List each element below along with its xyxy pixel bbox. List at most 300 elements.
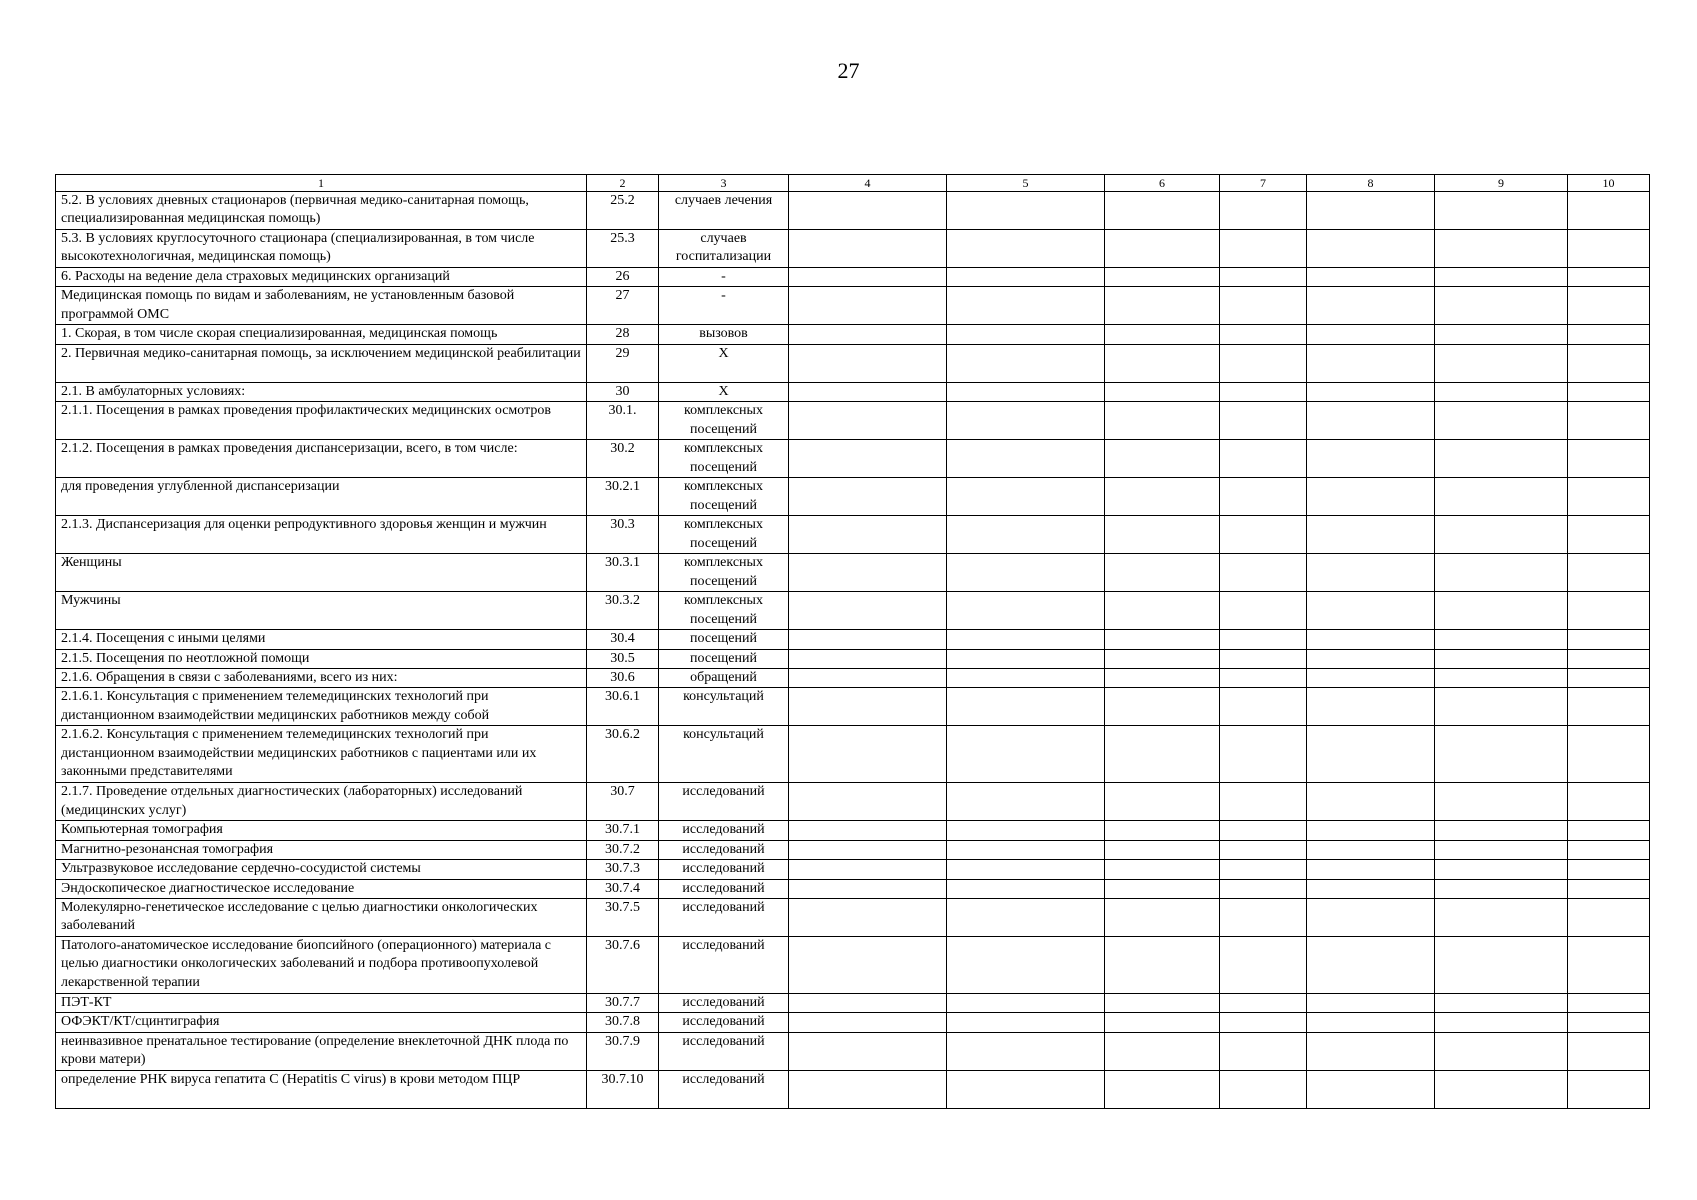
table-row (56, 821, 1650, 840)
empty-value-cell (1307, 478, 1435, 516)
empty-value-cell (1435, 726, 1568, 783)
empty-value-cell (947, 994, 1105, 1013)
empty-value-cell (789, 325, 947, 344)
empty-value-cell (1220, 516, 1307, 554)
table-row (56, 860, 1650, 879)
empty-value-cell (1435, 592, 1568, 630)
row-code-cell: 30.7.8 (587, 1013, 659, 1032)
empty-value-cell (947, 783, 1105, 821)
header-row (56, 175, 1650, 192)
empty-value-cell (1307, 1032, 1435, 1070)
empty-value-cell (1105, 478, 1220, 516)
empty-value-cell (789, 840, 947, 859)
table-row (56, 726, 1650, 783)
row-unit-cell: - (659, 287, 789, 325)
row-unit-cell: исследований (659, 821, 789, 840)
empty-value-cell (1568, 649, 1650, 668)
empty-value-cell (947, 402, 1105, 440)
table-row (56, 402, 1650, 440)
empty-value-cell (1105, 287, 1220, 325)
row-unit-cell: исследований (659, 840, 789, 859)
column-header: 8 (1307, 175, 1435, 192)
empty-value-cell (1435, 268, 1568, 287)
row-name-cell: неинвазивное пренатальное тестирование (определение внеклеточной ДНК плода по крови матери) (56, 1032, 587, 1070)
empty-value-cell (789, 994, 947, 1013)
empty-value-cell (1435, 554, 1568, 592)
empty-value-cell (1220, 230, 1307, 268)
table-row (56, 649, 1650, 668)
empty-value-cell (1435, 192, 1568, 230)
empty-value-cell (1435, 937, 1568, 994)
empty-value-cell (1568, 402, 1650, 440)
empty-value-cell (947, 649, 1105, 668)
empty-value-cell (1307, 344, 1435, 382)
empty-value-cell (947, 268, 1105, 287)
empty-value-cell (1435, 344, 1568, 382)
empty-value-cell (947, 516, 1105, 554)
table-row (56, 440, 1650, 478)
column-header: 3 (659, 175, 789, 192)
empty-value-cell (1307, 268, 1435, 287)
row-code-cell: 30 (587, 382, 659, 401)
empty-value-cell (1568, 688, 1650, 726)
empty-value-cell (1220, 649, 1307, 668)
empty-value-cell (1307, 1013, 1435, 1032)
column-header: 2 (587, 175, 659, 192)
empty-value-cell (1307, 688, 1435, 726)
row-name-cell: Эндоскопическое диагностическое исследование (56, 879, 587, 898)
empty-value-cell (1105, 899, 1220, 937)
empty-value-cell (947, 1070, 1105, 1108)
empty-value-cell (789, 860, 947, 879)
empty-value-cell (1568, 994, 1650, 1013)
row-code-cell: 28 (587, 325, 659, 344)
row-code-cell: 30.3.2 (587, 592, 659, 630)
row-name-cell: 2. Первичная медико-санитарная помощь, за исключением медицинской реабилитации (56, 344, 587, 382)
empty-value-cell (789, 478, 947, 516)
empty-value-cell (1568, 268, 1650, 287)
table-row (56, 783, 1650, 821)
empty-value-cell (1220, 382, 1307, 401)
empty-value-cell (1435, 879, 1568, 898)
empty-value-cell (1105, 268, 1220, 287)
row-unit-cell: исследований (659, 937, 789, 994)
row-code-cell: 26 (587, 268, 659, 287)
empty-value-cell (1568, 325, 1650, 344)
row-name-cell: Ультразвуковое исследование сердечно-сосудистой системы (56, 860, 587, 879)
empty-value-cell (1105, 382, 1220, 401)
empty-value-cell (1105, 440, 1220, 478)
empty-value-cell (1568, 1013, 1650, 1032)
empty-value-cell (1220, 669, 1307, 688)
row-code-cell: 30.1. (587, 402, 659, 440)
empty-value-cell (1105, 1032, 1220, 1070)
empty-value-cell (789, 192, 947, 230)
empty-value-cell (1105, 821, 1220, 840)
row-name-cell: 2.1.3. Диспансеризация для оценки репродуктивного здоровья женщин и мужчин (56, 516, 587, 554)
row-code-cell: 30.7.1 (587, 821, 659, 840)
empty-value-cell (1435, 821, 1568, 840)
row-unit-cell: X (659, 344, 789, 382)
empty-value-cell (1568, 630, 1650, 649)
row-unit-cell: исследований (659, 1070, 789, 1108)
empty-value-cell (1307, 230, 1435, 268)
empty-value-cell (1435, 899, 1568, 937)
empty-value-cell (789, 649, 947, 668)
empty-value-cell (1220, 783, 1307, 821)
empty-value-cell (1307, 516, 1435, 554)
row-code-cell: 30.2.1 (587, 478, 659, 516)
empty-value-cell (1220, 1032, 1307, 1070)
column-header: 6 (1105, 175, 1220, 192)
table-row (56, 899, 1650, 937)
row-code-cell: 30.7.7 (587, 994, 659, 1013)
table-row (56, 840, 1650, 859)
empty-value-cell (789, 783, 947, 821)
empty-value-cell (789, 554, 947, 592)
empty-value-cell (1220, 879, 1307, 898)
empty-value-cell (1435, 994, 1568, 1013)
empty-value-cell (1568, 554, 1650, 592)
empty-value-cell (1435, 325, 1568, 344)
row-name-cell: 2.1.2. Посещения в рамках проведения диспансеризации, всего, в том числе: (56, 440, 587, 478)
column-header: 4 (789, 175, 947, 192)
empty-value-cell (1435, 860, 1568, 879)
empty-value-cell (1307, 726, 1435, 783)
empty-value-cell (1105, 688, 1220, 726)
empty-value-cell (1220, 726, 1307, 783)
empty-value-cell (1568, 937, 1650, 994)
empty-value-cell (789, 669, 947, 688)
empty-value-cell (1307, 1070, 1435, 1108)
row-unit-cell: комплексных посещений (659, 592, 789, 630)
row-name-cell: определение РНК вируса гепатита С (Hepatitis C virus) в крови методом ПЦР (56, 1070, 587, 1108)
row-unit-cell: комплексных посещений (659, 440, 789, 478)
empty-value-cell (1307, 325, 1435, 344)
row-code-cell: 29 (587, 344, 659, 382)
empty-value-cell (789, 402, 947, 440)
empty-value-cell (947, 937, 1105, 994)
table-row (56, 592, 1650, 630)
row-unit-cell: вызовов (659, 325, 789, 344)
empty-value-cell (947, 230, 1105, 268)
row-code-cell: 30.7.9 (587, 1032, 659, 1070)
data-table (55, 174, 1650, 1109)
empty-value-cell (947, 287, 1105, 325)
row-unit-cell: комплексных посещений (659, 478, 789, 516)
empty-value-cell (947, 382, 1105, 401)
empty-value-cell (1105, 554, 1220, 592)
empty-value-cell (789, 726, 947, 783)
empty-value-cell (789, 344, 947, 382)
row-code-cell: 30.6.2 (587, 726, 659, 783)
empty-value-cell (1105, 344, 1220, 382)
empty-value-cell (1307, 860, 1435, 879)
empty-value-cell (1435, 669, 1568, 688)
row-unit-cell: исследований (659, 994, 789, 1013)
table-row (56, 325, 1650, 344)
empty-value-cell (947, 879, 1105, 898)
row-unit-cell: комплексных посещений (659, 554, 789, 592)
row-code-cell: 30.7.10 (587, 1070, 659, 1108)
empty-value-cell (1568, 287, 1650, 325)
empty-value-cell (1220, 592, 1307, 630)
empty-value-cell (789, 937, 947, 994)
table-row (56, 344, 1650, 382)
empty-value-cell (789, 382, 947, 401)
empty-value-cell (1435, 440, 1568, 478)
row-name-cell: 2.1.6.1. Консультация с применением телемедицинских технологий при дистанционном взаимодействии медицинских работников между собой (56, 688, 587, 726)
empty-value-cell (1307, 649, 1435, 668)
empty-value-cell (1105, 1070, 1220, 1108)
row-name-cell: 5.2. В условиях дневных стационаров (первичная медико-санитарная помощь, специализированная медицинская помощь) (56, 192, 587, 230)
empty-value-cell (789, 516, 947, 554)
empty-value-cell (1568, 821, 1650, 840)
table-body (56, 192, 1650, 1109)
table-row (56, 688, 1650, 726)
row-code-cell: 30.2 (587, 440, 659, 478)
empty-value-cell (947, 688, 1105, 726)
empty-value-cell (1220, 630, 1307, 649)
row-unit-cell: обращений (659, 669, 789, 688)
empty-value-cell (1307, 669, 1435, 688)
row-unit-cell: комплексных посещений (659, 402, 789, 440)
empty-value-cell (1568, 1032, 1650, 1070)
table-row (56, 382, 1650, 401)
row-name-cell: 2.1.6.2. Консультация с применением телемедицинских технологий при дистанционном взаимодействии медицинских работников с пациентами или их законными представителями (56, 726, 587, 783)
page-number: 27 (837, 58, 860, 83)
empty-value-cell (1220, 325, 1307, 344)
empty-value-cell (789, 688, 947, 726)
column-header: 10 (1568, 175, 1650, 192)
empty-value-cell (789, 268, 947, 287)
empty-value-cell (1105, 1013, 1220, 1032)
row-unit-cell: исследований (659, 860, 789, 879)
empty-value-cell (1220, 554, 1307, 592)
empty-value-cell (947, 1032, 1105, 1070)
empty-value-cell (1220, 1070, 1307, 1108)
empty-value-cell (1105, 630, 1220, 649)
empty-value-cell (947, 1013, 1105, 1032)
empty-value-cell (1568, 440, 1650, 478)
empty-value-cell (1568, 592, 1650, 630)
row-code-cell: 30.4 (587, 630, 659, 649)
empty-value-cell (789, 1013, 947, 1032)
empty-value-cell (1435, 1032, 1568, 1070)
empty-value-cell (1220, 192, 1307, 230)
column-header: 1 (56, 175, 587, 192)
table-row (56, 1013, 1650, 1032)
row-code-cell: 30.7.4 (587, 879, 659, 898)
empty-value-cell (1220, 937, 1307, 994)
empty-value-cell (1105, 192, 1220, 230)
empty-value-cell (1568, 382, 1650, 401)
empty-value-cell (947, 192, 1105, 230)
empty-value-cell (947, 325, 1105, 344)
row-name-cell: 2.1.4. Посещения с иными целями (56, 630, 587, 649)
empty-value-cell (1435, 649, 1568, 668)
empty-value-cell (789, 821, 947, 840)
row-name-cell: Медицинская помощь по видам и заболеваниям, не установленным базовой программой ОМС (56, 287, 587, 325)
empty-value-cell (1307, 592, 1435, 630)
empty-value-cell (947, 860, 1105, 879)
empty-value-cell (1435, 478, 1568, 516)
empty-value-cell (789, 899, 947, 937)
row-name-cell: 2.1.1. Посещения в рамках проведения профилактических медицинских осмотров (56, 402, 587, 440)
empty-value-cell (1307, 630, 1435, 649)
column-header: 7 (1220, 175, 1307, 192)
table-row (56, 230, 1650, 268)
empty-value-cell (1435, 382, 1568, 401)
empty-value-cell (1220, 688, 1307, 726)
table-row (56, 1070, 1650, 1108)
empty-value-cell (1105, 325, 1220, 344)
row-name-cell: 2.1.5. Посещения по неотложной помощи (56, 649, 587, 668)
table-row (56, 192, 1650, 230)
table-row (56, 1032, 1650, 1070)
row-code-cell: 30.7.2 (587, 840, 659, 859)
empty-value-cell (1220, 899, 1307, 937)
empty-value-cell (1568, 899, 1650, 937)
empty-value-cell (1307, 783, 1435, 821)
empty-value-cell (1105, 402, 1220, 440)
row-unit-cell: случаев госпитализации (659, 230, 789, 268)
empty-value-cell (1220, 402, 1307, 440)
empty-value-cell (1435, 630, 1568, 649)
row-name-cell: Патолого-анатомическое исследование биопсийного (операционного) материала с целью диагностики онкологических заболеваний и подбора противоопухолевой лекарственной терапии (56, 937, 587, 994)
empty-value-cell (1307, 287, 1435, 325)
empty-value-cell (789, 230, 947, 268)
empty-value-cell (1435, 1013, 1568, 1032)
empty-value-cell (789, 1032, 947, 1070)
empty-value-cell (947, 630, 1105, 649)
empty-value-cell (1435, 230, 1568, 268)
empty-value-cell (1568, 860, 1650, 879)
row-name-cell: 2.1. В амбулаторных условиях: (56, 382, 587, 401)
row-code-cell: 30.7.3 (587, 860, 659, 879)
column-header: 9 (1435, 175, 1568, 192)
empty-value-cell (947, 899, 1105, 937)
row-name-cell: Молекулярно-генетическое исследование с целью диагностики онкологических заболеваний (56, 899, 587, 937)
empty-value-cell (1435, 840, 1568, 859)
empty-value-cell (789, 630, 947, 649)
empty-value-cell (1435, 688, 1568, 726)
empty-value-cell (1105, 840, 1220, 859)
empty-value-cell (1568, 1070, 1650, 1108)
row-unit-cell: консультаций (659, 726, 789, 783)
row-unit-cell: - (659, 268, 789, 287)
row-code-cell: 30.7 (587, 783, 659, 821)
empty-value-cell (1220, 440, 1307, 478)
empty-value-cell (1105, 879, 1220, 898)
empty-value-cell (947, 344, 1105, 382)
empty-value-cell (1568, 516, 1650, 554)
empty-value-cell (947, 554, 1105, 592)
row-unit-cell: исследований (659, 1032, 789, 1070)
row-code-cell: 30.7.6 (587, 937, 659, 994)
empty-value-cell (1568, 783, 1650, 821)
table-row (56, 554, 1650, 592)
empty-value-cell (1307, 937, 1435, 994)
row-code-cell: 30.3 (587, 516, 659, 554)
empty-value-cell (1105, 937, 1220, 994)
row-unit-cell: посещений (659, 630, 789, 649)
row-code-cell: 30.7.5 (587, 899, 659, 937)
empty-value-cell (947, 478, 1105, 516)
empty-value-cell (1307, 554, 1435, 592)
empty-value-cell (1435, 1070, 1568, 1108)
row-unit-cell: X (659, 382, 789, 401)
table-row (56, 287, 1650, 325)
empty-value-cell (947, 592, 1105, 630)
row-code-cell: 25.2 (587, 192, 659, 230)
empty-value-cell (789, 592, 947, 630)
empty-value-cell (1568, 478, 1650, 516)
empty-value-cell (947, 440, 1105, 478)
table-row (56, 516, 1650, 554)
empty-value-cell (789, 879, 947, 898)
empty-value-cell (1568, 192, 1650, 230)
row-name-cell: 1. Скорая, в том числе скорая специализированная, медицинская помощь (56, 325, 587, 344)
empty-value-cell (1568, 879, 1650, 898)
empty-value-cell (1220, 860, 1307, 879)
empty-value-cell (1105, 860, 1220, 879)
row-code-cell: 27 (587, 287, 659, 325)
empty-value-cell (1568, 726, 1650, 783)
table-row (56, 268, 1650, 287)
empty-value-cell (1105, 994, 1220, 1013)
empty-value-cell (1307, 994, 1435, 1013)
row-unit-cell: комплексных посещений (659, 516, 789, 554)
empty-value-cell (1220, 478, 1307, 516)
table-row (56, 994, 1650, 1013)
empty-value-cell (1220, 821, 1307, 840)
empty-value-cell (1105, 230, 1220, 268)
table-row (56, 669, 1650, 688)
row-name-cell: Мужчины (56, 592, 587, 630)
empty-value-cell (1307, 840, 1435, 859)
table-row (56, 478, 1650, 516)
row-name-cell: для проведения углубленной диспансеризации (56, 478, 587, 516)
empty-value-cell (1105, 516, 1220, 554)
row-unit-cell: исследований (659, 879, 789, 898)
row-code-cell: 30.6 (587, 669, 659, 688)
empty-value-cell (1307, 440, 1435, 478)
empty-value-cell (947, 669, 1105, 688)
row-name-cell: 5.3. В условиях круглосуточного стационара (специализированная, в том числе высокотехнологичная, медицинская помощь) (56, 230, 587, 268)
row-unit-cell: исследований (659, 783, 789, 821)
empty-value-cell (1220, 344, 1307, 382)
empty-value-cell (1568, 840, 1650, 859)
empty-value-cell (1220, 840, 1307, 859)
empty-value-cell (1105, 592, 1220, 630)
row-name-cell: Компьютерная томография (56, 821, 587, 840)
empty-value-cell (1568, 344, 1650, 382)
empty-value-cell (1307, 879, 1435, 898)
row-code-cell: 30.3.1 (587, 554, 659, 592)
empty-value-cell (789, 440, 947, 478)
row-unit-cell: посещений (659, 649, 789, 668)
row-unit-cell: исследований (659, 1013, 789, 1032)
empty-value-cell (947, 840, 1105, 859)
empty-value-cell (1307, 192, 1435, 230)
row-name-cell: Магнитно-резонансная томография (56, 840, 587, 859)
empty-value-cell (1307, 821, 1435, 840)
row-name-cell: Женщины (56, 554, 587, 592)
row-unit-cell: случаев лечения (659, 192, 789, 230)
empty-value-cell (1307, 402, 1435, 440)
row-name-cell: 2.1.6. Обращения в связи с заболеваниями, всего из них: (56, 669, 587, 688)
